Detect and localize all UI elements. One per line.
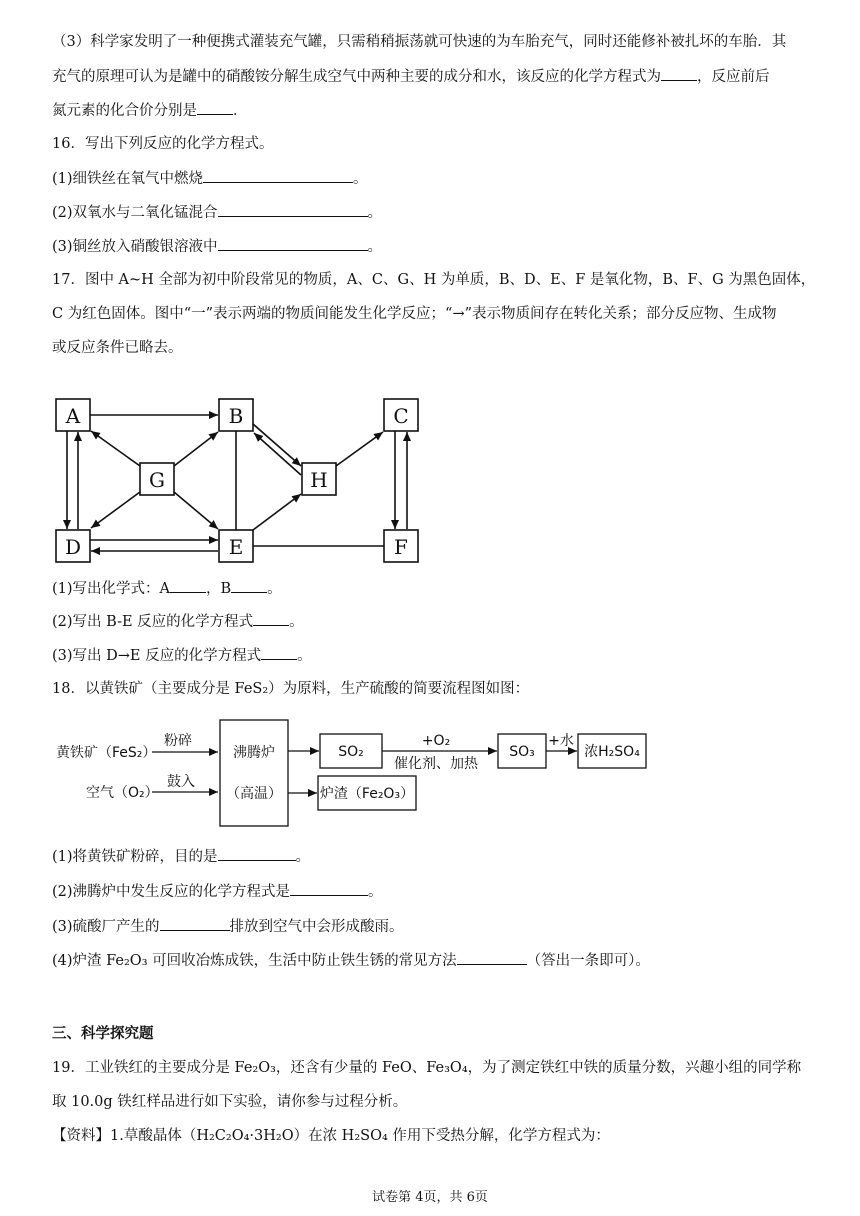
q18-sub4: (4)炉渣 Fe₂O₃ 可回收冶炼成铁，生活中防止铁生锈的常见方法 （答出一条即可）。 [52, 950, 650, 971]
q15-3-line2: 充气的原理可认为是罐中的硝酸铵分解生成空气中两种主要的成分和水，该反应的化学方程式为 ，反应前后 [52, 66, 770, 87]
q17-sub1: (1)写出化学式：A ，B 。 [52, 578, 282, 599]
node-label-h: H [310, 468, 328, 492]
flow-slag: 炉渣（Fe₂O₃） [319, 786, 415, 802]
flow-acid: 浓H₂SO₄ [584, 744, 640, 760]
q18-sub3: (3)硫酸厂产生的 排放到空气中会形成酸雨。 [52, 916, 404, 937]
answer-blank[interactable] [457, 950, 527, 965]
q17-line3: 或反应条件已略去。 [52, 340, 183, 356]
flow-furnace-name: 沸腾炉 [233, 745, 275, 761]
flow-blow: 鼓入 [167, 774, 195, 790]
node-label-c: C [393, 404, 409, 428]
q16-item2: (2)双氧水与二氧化锰混合 。 [52, 202, 382, 223]
q18-sub1: (1)将黄铁矿粉碎，目的是 。 [52, 846, 310, 867]
page-footer: 试卷第 4页，共 6页 [372, 1190, 488, 1205]
flow-so2: SO₂ [338, 744, 364, 760]
q18-sub2: (2)沸腾炉中发生反应的化学方程式是 。 [52, 881, 383, 902]
flow-so3: SO₃ [509, 744, 535, 760]
q17-sub3: (3)写出 D→E 反应的化学方程式 。 [52, 645, 312, 666]
node-label-d: D [64, 535, 82, 559]
q19-line1: 19．工业铁红的主要成分是 Fe₂O₃，还含有少量的 FeO、Fe₃O₄，为了测定铁红中铁的质量分数，兴趣小组的同学称 [52, 1060, 802, 1076]
q19-line2: 取 10.0g 铁红样品进行如下实验，请你参与过程分析。 [52, 1094, 408, 1110]
answer-blank[interactable] [160, 916, 230, 931]
q16-item1: (1)细铁丝在氧气中燃烧 。 [52, 168, 368, 189]
flow-ore: 黄铁矿（FeS₂） [56, 745, 157, 761]
q17-line2: C 为红色固体。图中“一”表示两端的物质间能发生化学反应；“→”表示物质间存在转化关系；部分反应物、生成物 [52, 306, 777, 322]
section-heading: 三、科学探究题 [52, 1025, 154, 1042]
flow-crush: 粉碎 [164, 733, 192, 749]
answer-blank[interactable] [290, 881, 368, 896]
flow-add-o2: +O₂ [421, 733, 451, 749]
answer-blank[interactable] [253, 611, 289, 626]
q15-3-line3: 氮元素的化合价分别是 ． [52, 100, 248, 121]
answer-blank[interactable] [170, 578, 206, 593]
flow-furnace-temp: （高温） [226, 786, 282, 802]
flow-air: 空气（O₂） [86, 785, 159, 801]
q17-line1: 17．图中 A~H 全部为初中阶段常见的物质，A、C、G、H 为单质，B、D、E、F 是氧化物，B、F、G 为黑色固体， [52, 272, 816, 288]
q17-sub2: (2)写出 B-E 反应的化学方程式 。 [52, 611, 304, 632]
answer-blank[interactable] [218, 846, 296, 861]
q16-title: 16．写出下列反应的化学方程式。 [52, 136, 274, 152]
node-label-f: F [394, 535, 408, 559]
answer-blank[interactable] [261, 645, 297, 660]
flow-catalyst: 催化剂、加热 [394, 756, 478, 772]
q16-item3: (3)铜丝放入硝酸银溶液中 。 [52, 236, 382, 257]
node-label-g: G [149, 468, 165, 492]
node-label-a: A [65, 404, 81, 428]
q19-line3: 【资料】1.草酸晶体（H₂C₂O₄·3H₂O）在浓 H₂SO₄ 作用下受热分解，化学方程式为： [52, 1128, 610, 1144]
q15-3-line1: （3）科学家发明了一种便携式灌装充气罐，只需稍稍振荡就可快速的为车胎充气，同时还能修补被扎坏的车胎．其 [52, 34, 787, 50]
flow-box-furnace [220, 720, 288, 826]
answer-blank[interactable] [231, 578, 267, 593]
flow-add-water: +水 [548, 733, 574, 749]
node-label-e: E [228, 535, 244, 559]
q18-title: 18．以黄铁矿（主要成分是 FeS₂）为原料，生产硫酸的简要流程图如图： [52, 681, 530, 697]
node-label-b: B [228, 404, 244, 428]
